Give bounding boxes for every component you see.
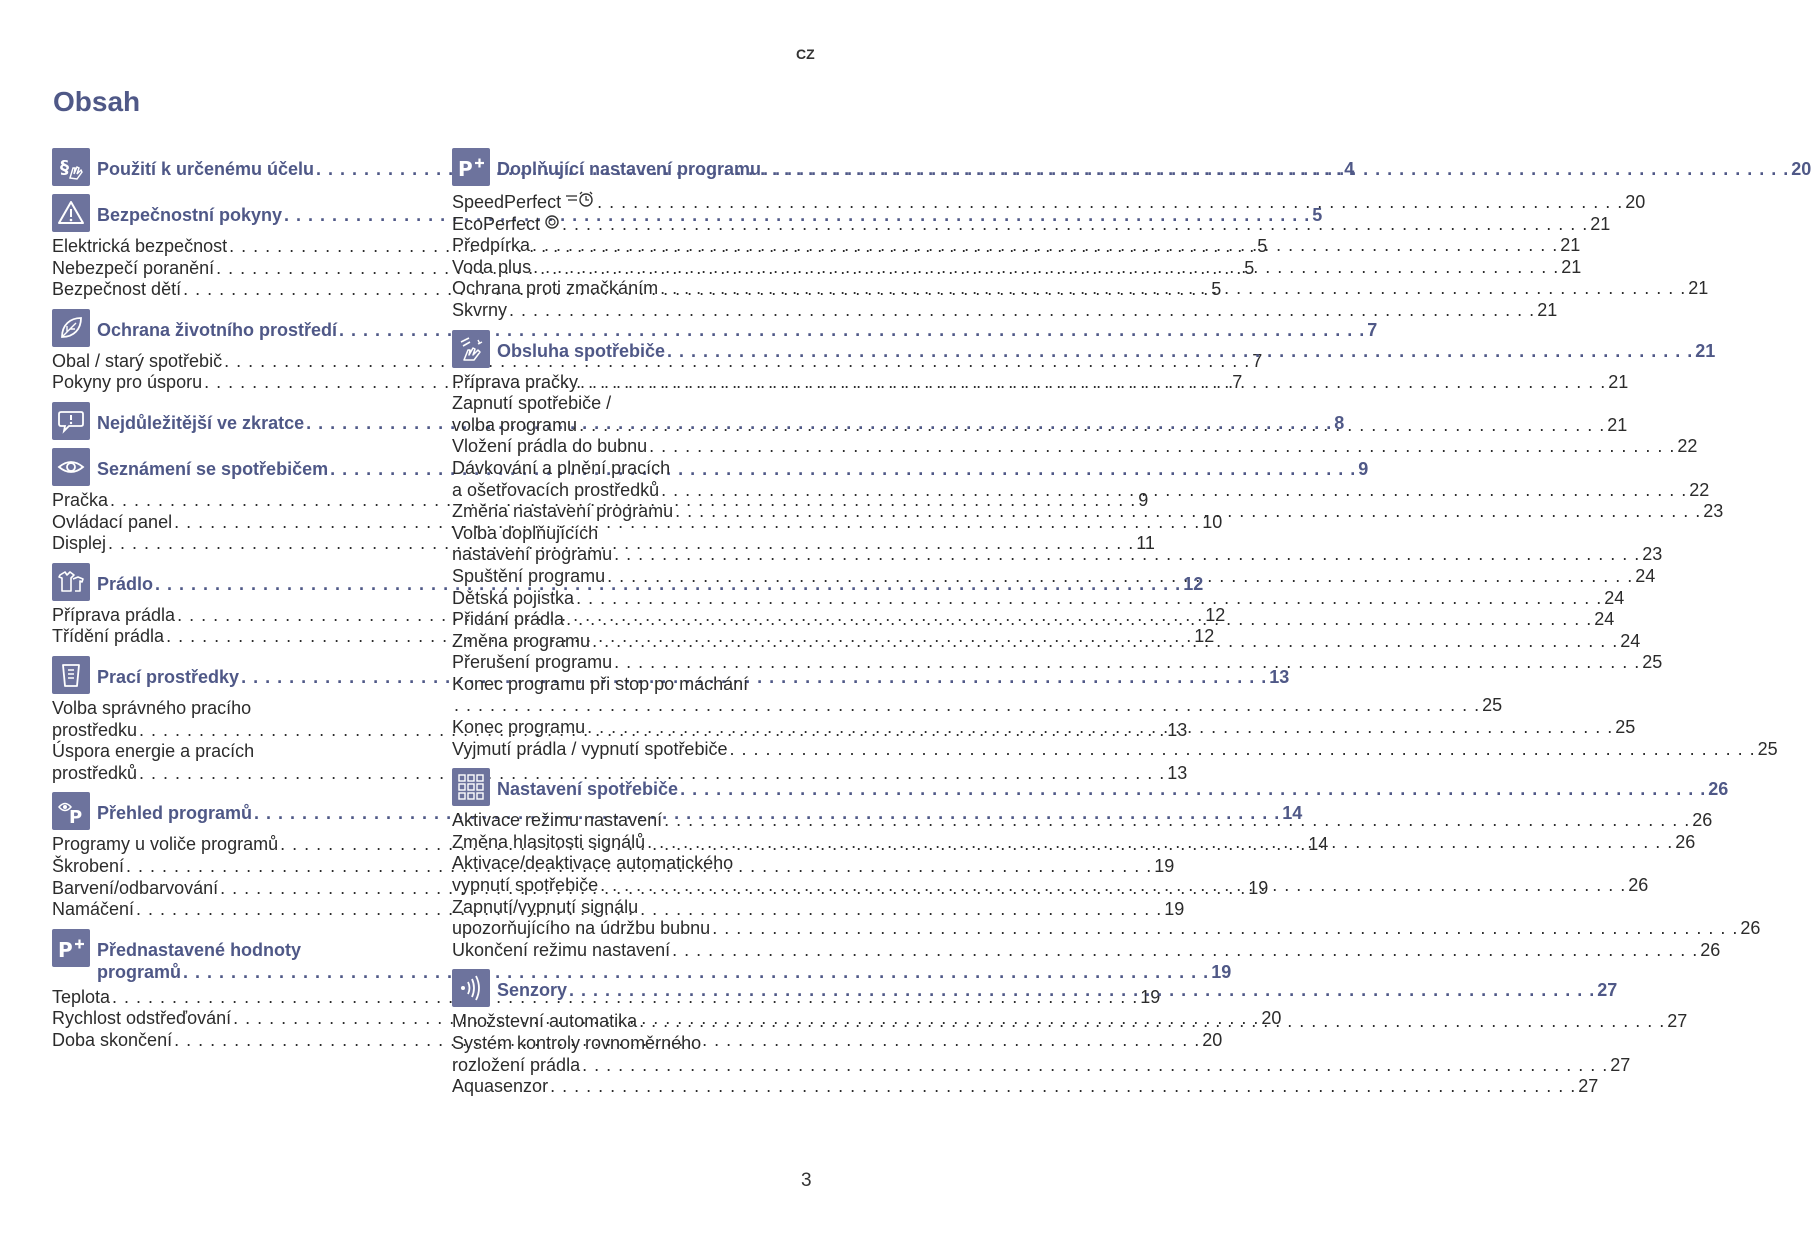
toc-entry[interactable]: Konec programu při stop po máchání . . . 25	[452, 674, 812, 717]
toc-entry[interactable]: Systém kontroly rovnoměrného rozložení prádla . . . 27	[452, 1033, 812, 1076]
toc-entry[interactable]: Pokyny pro úsporu . . . 7	[52, 372, 414, 394]
page-ref: 8	[1334, 412, 1345, 433]
section-title: Nejdůležitější ve zkratce	[97, 412, 305, 433]
toc-entry[interactable]: Změna hlasitosti signálů . . . 26	[452, 832, 812, 854]
page-ref: 5	[1312, 205, 1323, 225]
toc-entry[interactable]: Změna programu . . . 24	[452, 631, 812, 653]
toc-entry[interactable]: Elektrická bezpečnost . . . 5	[52, 236, 414, 258]
toc-entry[interactable]: Příprava prádla . . . 12	[52, 605, 414, 627]
toc-entry[interactable]: Volba správného pracího prostředku . . . 13	[52, 698, 414, 741]
toc-entry[interactable]: Namáčení . . . 19	[52, 899, 414, 921]
section-title: Obsluha spotřebiče	[497, 340, 666, 361]
toc-entry[interactable]: Skvrny . . . 21	[452, 300, 812, 322]
toc-entry[interactable]: Přerušení programu . . . 25	[452, 652, 812, 674]
page-ref: 27	[1597, 980, 1618, 1001]
toc-entry[interactable]: Úspora energie a pracích prostředků . . . 13	[52, 741, 414, 784]
page-ref: 14	[1282, 803, 1303, 824]
page-ref: 13	[1269, 666, 1290, 687]
toc-entry[interactable]: Voda plus . . . 21	[452, 257, 812, 279]
toc-entry[interactable]: Vyjmutí prádla / vypnutí spotřebiče . . . 25	[452, 739, 812, 761]
page-ref: 20	[1791, 159, 1811, 179]
speedperfect-icon	[565, 190, 595, 208]
toc-section-link[interactable]	[452, 768, 1729, 806]
toc-entry[interactable]: EcoPerfect . . . 21	[452, 214, 812, 236]
section-title: Prádlo	[97, 573, 154, 594]
toc-entry[interactable]: Doba skončení . . . 20	[52, 1030, 414, 1052]
toc-entry[interactable]: Displej . . . 11	[52, 533, 414, 555]
toc-entry[interactable]: Zapnutí/vypnutí signálu upozorňujícího na údržbu bubnu . . . 26	[452, 897, 812, 940]
section-title-cont: programů	[97, 961, 182, 982]
page-ref: 12	[1183, 573, 1204, 594]
page-title: Obsah	[53, 86, 141, 117]
leaf-icon	[52, 309, 90, 347]
p-plus-icon	[52, 929, 90, 967]
eye-icon	[52, 448, 90, 486]
section-title: Přednastavené hodnoty	[97, 939, 302, 960]
language-code: CZ	[796, 46, 815, 62]
ecoperfect-icon	[544, 214, 560, 230]
svg-text:P: P	[69, 807, 83, 829]
toc-entry[interactable]: Spuštění programu . . . 24	[452, 566, 812, 588]
page-ref: 9	[1358, 458, 1369, 479]
toc-entry[interactable]: Pračka . . . 9	[52, 490, 414, 512]
toc-entry[interactable]: Množstevní automatika . . . 27	[452, 1011, 812, 1033]
page-ref: 26	[1708, 779, 1729, 800]
paragraph-hand-icon	[52, 148, 90, 186]
toc-entry[interactable]: Nebezpečí poranění . . . 5	[52, 258, 414, 280]
toc-entry[interactable]: Dětská pojistka . . . 24	[452, 588, 812, 610]
toc-entry[interactable]: Zapnutí spotřebiče / volba programu . . . 21	[452, 393, 812, 436]
toc-entry[interactable]: Obal / starý spotřebič . . . 7	[52, 351, 414, 373]
svg-text:§: §	[60, 157, 69, 178]
toc-entry[interactable]: Vložení prádla do bubnu . . . 22	[452, 436, 812, 458]
svg-text:P: P	[58, 937, 73, 962]
toc-entry[interactable]: Škrobení . . . 19	[52, 856, 414, 878]
toc-entry[interactable]: Ovládací panel . . . 10	[52, 512, 414, 534]
sensor-icon	[452, 969, 490, 1007]
section-title: Prací prostředky	[97, 666, 240, 687]
toc-entry[interactable]: Aquasenzor . . . 27	[452, 1076, 812, 1098]
section-title: Bezpečnostní pokyny	[97, 205, 283, 225]
toc-entry[interactable]: Příprava pračky . . . 21	[452, 372, 812, 394]
section-title: Ochrana životního prostředí	[97, 319, 338, 340]
toc-entry[interactable]: SpeedPerfect . . . 20	[452, 190, 812, 214]
page-ref: 4	[1344, 159, 1355, 179]
section-title: Doplňující nastavení programu	[497, 159, 762, 179]
section-title: Nastavení spotřebiče	[497, 779, 679, 800]
program-overview-icon	[52, 792, 90, 830]
toc-entry[interactable]: Konec programu . . . 25	[452, 717, 812, 739]
toc-entry[interactable]: Dávkování a plnění pracích a ošetřovacích prostředků . . . 22	[452, 458, 812, 501]
toc-entry[interactable]: Bezpečnost dětí . . . 5	[52, 279, 414, 301]
svg-text:P: P	[458, 157, 473, 181]
settings-grid-icon	[452, 768, 490, 806]
page-ref: 7	[1367, 319, 1378, 340]
section-title: Senzory	[497, 980, 568, 1001]
page-ref: 19	[1211, 961, 1232, 982]
toc-entry[interactable]: Aktivace režimu nastavení . . . 26	[452, 810, 812, 832]
toc-entry[interactable]: Změna nastavení programu . . . 23	[452, 501, 812, 523]
detergent-icon	[52, 656, 90, 694]
toc-entry[interactable]: Programy u voliče programů . . . 14	[52, 834, 414, 856]
toc-entry[interactable]: Barvení/odbarvování . . . 19	[52, 878, 414, 900]
speech-bubble-icon	[52, 402, 90, 440]
page-number: 3	[801, 1170, 812, 1191]
warning-triangle-icon	[52, 194, 90, 232]
toc-section-link[interactable]	[452, 148, 1811, 186]
hand-operation-icon	[452, 330, 490, 368]
toc-entry[interactable]: Přidání prádla . . . 24	[452, 609, 812, 631]
toc-entry[interactable]: Ochrana proti zmačkáním . . . 21	[452, 278, 812, 300]
toc-section-link[interactable]	[52, 309, 1378, 347]
toc-entry[interactable]: Třídění prádla . . . 12	[52, 626, 414, 648]
toc-entry[interactable]: Aktivace/deaktivace automatického vypnutí spotřebiče . . . 26	[452, 853, 812, 896]
section-title: Seznámení se spotřebičem	[97, 458, 329, 479]
page-ref: 21	[1695, 340, 1716, 361]
toc-section-link[interactable]	[52, 448, 1369, 486]
toc-entry[interactable]: Rychlost odstřeďování . . . 20	[52, 1008, 414, 1030]
toc-entry[interactable]: Předpírka . . . 21	[452, 235, 812, 257]
section-title: Použití k určenému účelu	[97, 159, 315, 179]
toc-entry[interactable]: Ukončení režimu nastavení . . . 26	[452, 940, 812, 962]
toc-entry[interactable]: Volba doplňujících nastavení programu . . . 23	[452, 523, 812, 566]
p-plus-icon	[452, 148, 490, 186]
section-title: Přehled programů	[97, 803, 253, 824]
toc-entry[interactable]: Teplota . . . 19	[52, 987, 414, 1009]
laundry-icon	[52, 563, 90, 601]
